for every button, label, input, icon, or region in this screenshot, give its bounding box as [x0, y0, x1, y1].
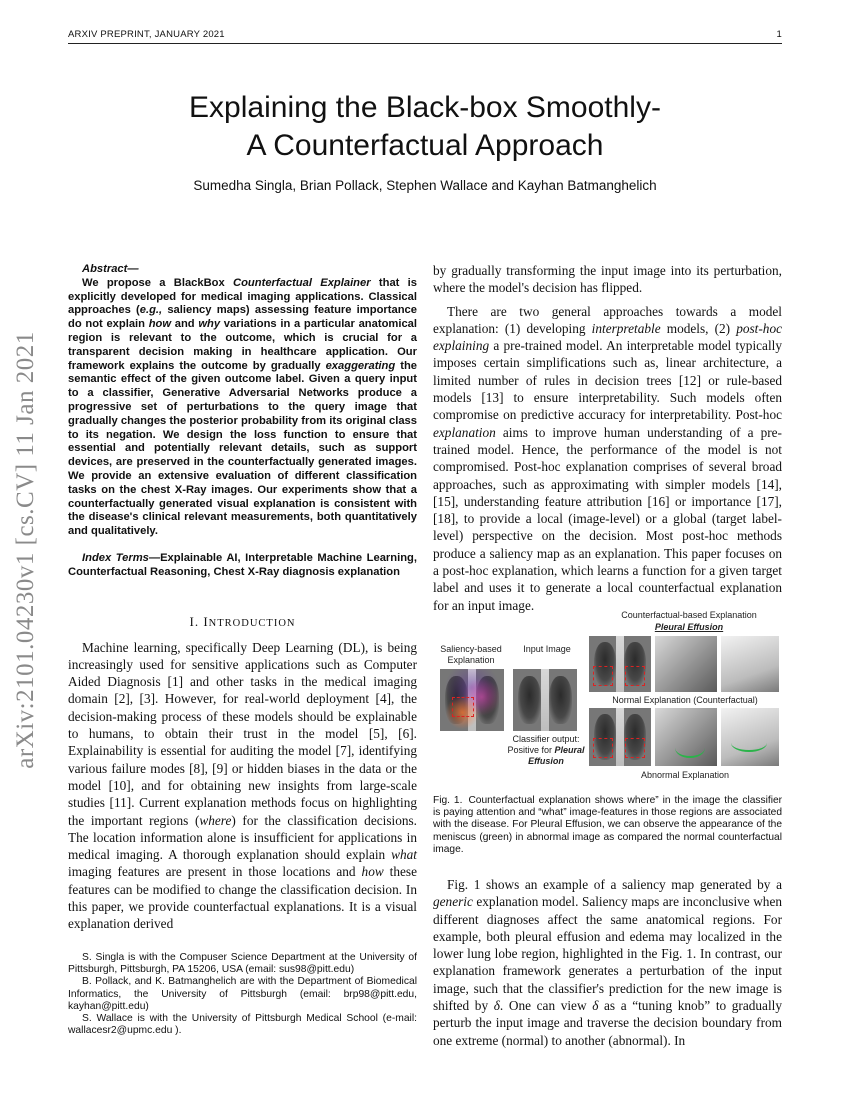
- header-rule: [68, 43, 782, 44]
- classifier-output-label: Classifier output: Positive for Pleural Effusion: [507, 734, 585, 766]
- intro-continuation: by gradually transforming the input image into its perturbation, where the model's decision has flipped.: [433, 263, 782, 296]
- paper-title: [80, 89, 770, 165]
- input-xray-image: [513, 669, 577, 731]
- counterfactual-subtitle: Pleural Effusion: [654, 622, 724, 632]
- footnote-2: B. Pollack, and K. Batmanghelich are with the Department of Biomedical Informatics, the University of Pittsburgh (email: brp98@pitt.edu, kayhan@pitt.edu): [68, 976, 417, 1012]
- intro-paragraph-1: Machine learning, specifically Deep Learning (DL), is being increasingly used for sensitive applications such as Computer Aided Diagnosis [1] and other tasks in the medical imaging domain [2], [3]. However, for real-world deployment [4], the decision-making process of these models should be explainable to humans, to obtain their trust in the model [5], [6]. Explainability is essential for auditing the model [7], identifying various failure modes [8], [9] or hidden biases in the data or the model [10], and for obtaining new insights from large-scale studies [11]. Current explanation methods focus on highlighting the important regions (where) for the classification decisions. The location information alone is insufficient for applications in medical imaging. A thorough explanation should explain what imaging features are present in those locations and how these features can be modified to change the classification decision. In this paper, we provide counterfactual explanations. It is a visual explanation derived: [68, 639, 417, 932]
- abstract: [68, 263, 417, 539]
- saliency-label: Saliency-based Explanation: [440, 644, 502, 665]
- abnormal-counterfactual-full: [589, 708, 651, 766]
- title-line-1: Explaining the Black-box Smoothly-: [189, 91, 661, 124]
- intro-paragraph-2: There are two general approaches towards a model explanation: (1) developing interpretable models, (2) post-hoc explaining a pre-trained model. An interpretable model typically imposes certain simplifications such as, linear architecture, a limited number of rules in decision trees [12] or rule-based models [13] to ensure interpretability. Such models often compromise on predictive accuracy for interpretability. Post-hoc explanation aims to improve human understanding of a pre-trained model. Hence, the performance of the model is not compromised. Post-hoc explanation comprises of several broad approaches, such as approximating with simpler models [14], [15], understanding feature attribution [16] or importance [17], [18], to provide a local (image-level) or a global (target label-level) perspective on the decision. Most post-hoc methods produce a saliency map as an explanation. This paper focuses on a post-hoc explanation, which learns a function for a given target label and uses it to generate a local counterfactual explanation for an input image.: [433, 303, 782, 613]
- arxiv-identifier: arXiv:2101.04230v1 [cs.CV] 11 Jan 2021: [12, 331, 39, 769]
- footnote-1: S. Singla is with the Compuser Science Department at the University of Pittsburgh, Pittsburgh, PA 15206, USA (email: sus98@pitt.edu): [68, 952, 417, 976]
- normal-counterfactual-full: [589, 636, 651, 692]
- running-header: [68, 27, 782, 43]
- index-terms-label: Index Terms—: [82, 551, 161, 564]
- right-column-bottom: [433, 876, 782, 1049]
- figure-1-caption: [433, 795, 782, 856]
- abnormal-crop-right: [721, 708, 779, 766]
- caption-text: Counterfactual explanation shows where” in the image the classifier is paying attention and “what” image-features in those regions are associated with the disease. For Pleural Effusion, we can observe the appearance of the meniscus (green) in abnormal image as compared the normal counterfactual image.: [433, 795, 783, 855]
- saliency-map-image: [440, 669, 504, 731]
- author-list: Sumedha Singla, Brian Pollack, Stephen Wallace and Kayhan Batmanghelich: [193, 178, 657, 193]
- abnormal-crop-left: [655, 708, 717, 766]
- journal-name: ARXIV PREPRINT, JANUARY 2021: [68, 29, 225, 40]
- normal-crop-left: [655, 636, 717, 692]
- abstract-text: We propose a BlackBox Counterfactual Explainer that is explicitly developed for medical imaging applications. Classical approaches (e.g., saliency maps) assessing feature importance do not explain how and why variations in a particular anatomical region is relevant to the outcome, which is crucial for a transparent decision making in healthcare application. Our framework explains the outcome by gradually exaggerating the semantic effect of the given outcome label. Given a query input to a classifier, Generative Adversarial Networks produce a progressive set of perturbations to the query image that gradually changes the posterior probability from its original class to its negation. We design the loss function to ensure that essential and potentially relevant details, such as support devices, are preserved in the counterfactually generated images. We provide an extensive evaluation of different classification tasks on the chest X-Ray images. Our experiments show that a counterfactually generated visual explanation is consistent with the disease's clinical relevant measurements, both quantitatively and qualitatively.: [68, 276, 418, 538]
- section-heading-introduction: I. INTRODUCTION: [189, 613, 296, 629]
- abstract-label: Abstract—: [82, 263, 139, 275]
- normal-explanation-label: Normal Explanation (Counterfactual): [612, 695, 758, 705]
- footnote-3: S. Wallace is with the University of Pittsburgh Medical School (e-mail: wallacesr2@upmc.edu ).: [68, 1013, 417, 1037]
- left-column: [68, 263, 417, 933]
- figure-number: Fig. 1.: [433, 795, 463, 806]
- figure-1: [433, 606, 782, 788]
- input-image-label: Input Image: [523, 644, 571, 654]
- arxiv-side-stamp: [6, 300, 46, 800]
- introduction-body: [68, 639, 417, 933]
- normal-crop-right: [721, 636, 779, 692]
- page-number: 1: [776, 29, 782, 40]
- intro-paragraph-3: Fig. 1 shows an example of a saliency map generated by a generic explanation model. Saliency maps are inconclusive when different diagnoses affect the same anatomical regions. For example, both pleural effusion and edema may localized in the lower lung lobe region, highlighted in the Fig. 1. In contrast, our explanation framework generates a perturbation of the input image, such that the classifier's prediction for the new image is shifted by δ. One can view δ as a “tuning knob” to gradually perturb the input image and traverse the decision boundary from one extreme (normal) to another (abnormal). In: [433, 877, 783, 1048]
- author-footnotes: [68, 952, 417, 1037]
- index-terms: [68, 552, 417, 580]
- index-terms-text: Explainable AI, Interpretable Machine Learning, Counterfactual Reasoning, Chest X-Ray diagnosis explanation: [68, 551, 417, 578]
- title-line-2: A Counterfactual Approach: [246, 129, 604, 162]
- abnormal-explanation-label: Abnormal Explanation: [640, 770, 730, 780]
- right-column-top: [433, 262, 782, 614]
- counterfactual-title: Counterfactual-based Explanation: [621, 610, 757, 620]
